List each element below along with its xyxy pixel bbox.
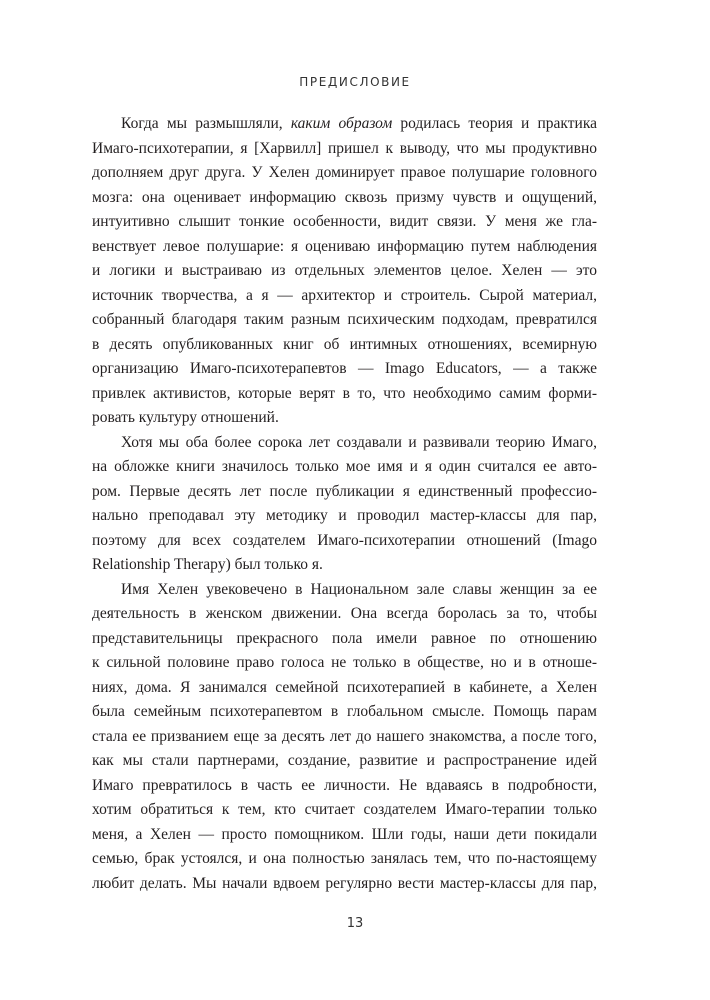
text-line: хотим обратиться к тем, кто считает создателем Имаго-терапии только [92, 801, 597, 818]
text-line: и логики и выстраиваю из отдельных элементов целое. Хелен — это [92, 262, 597, 279]
text-line: собранный благодаря таким разным психическим подходам, превратился [92, 311, 597, 328]
text-line: мозга: она оценивает информацию сквозь призму чувств и ощущений, [92, 188, 597, 206]
text-line: Имя Хелен увековечено в Национальном зале славы женщин за ее [121, 580, 597, 598]
text-line: на обложке книги значилось только мое имя и я один считался ее авто- [92, 458, 597, 475]
text-line: была семейным психотерапевтом в глобальном смысле. Помощь парам [92, 703, 597, 720]
body-text [92, 112, 597, 896]
text-line: Хотя мы оба более сорока лет создавали и развивали теорию Имаго, [121, 433, 597, 451]
text-run: Когда мы размышляли, [121, 115, 291, 132]
text-line: в десять опубликованных книг об интимных отношениях, всемирную [92, 335, 597, 353]
text-line: интуитивно слышит тонкие особенности, видит связи. У меня же гла- [92, 213, 597, 230]
text-line: ром. Первые десять лет после публикации я единственный профессио- [92, 482, 597, 500]
text-line: ровать культуру отношений. [92, 409, 279, 426]
text-line: деятельность в женском движении. Она всегда боролась за то, чтобы [92, 605, 597, 622]
text-line: семью, брак устоялся, и она полностью занялась тем, что по-настоящему [92, 850, 597, 867]
text-line: организацию Имаго-психотерапевтов — Imago Educators, — а также [92, 360, 597, 377]
text-line: поэтому для всех создателем Имаго-психотерапии отношений (Imago [92, 531, 597, 549]
text-line: как мы стали партнерами, создание, развитие и распространение идей [92, 752, 597, 769]
text-line: к сильной половине право голоса не только в обществе, но и в отноше- [92, 654, 597, 671]
paragraph-2 [92, 431, 597, 578]
text-line: стала ее призванием еще за десять лет до нашего знакомства, а после того, [92, 727, 597, 745]
text-line [92, 112, 597, 137]
text-line: дополняем друг друга. У Хелен доминирует правое полушарие головного [92, 164, 597, 181]
text-line: меня, а Хелен — просто помощником. Шли годы, наши дети покидали [92, 825, 597, 843]
paragraph-3 [92, 578, 597, 897]
text-line: любит делать. Мы начали вдвоем регулярно вести мастер-классы для пар, [92, 874, 597, 892]
text-line: представительницы прекрасного пола имели равное по отношению [92, 629, 597, 647]
running-head: ПРЕДИСЛОВИЕ [299, 75, 411, 89]
text-line: привлек активистов, которые верят в то, что необходимо самим форми- [92, 384, 597, 402]
text-run: родилась теория и практика [392, 115, 597, 132]
text-line: ниях, дома. Я занимался семейной психотерапией в кабинете, а Хелен [92, 678, 597, 696]
text-line: Имаго-психотерапии, я [Харвилл] пришел к выводу, что мы продуктивно [92, 139, 597, 157]
emphasis-text: каким образом [290, 115, 393, 132]
paragraph-1 [92, 112, 597, 431]
text-line: источник творчества, а я — архитектор и строитель. Сырой материал, [92, 286, 597, 304]
text-line: Relationship Therapy) был только я. [92, 556, 323, 573]
text-line: венствует левое полушарие: я оцениваю информацию путем наблюдения [92, 237, 597, 255]
page-number: 13 [346, 916, 364, 931]
text-line: Имаго превратилось в часть ее личности. Не вдаваясь в подробности, [92, 776, 597, 794]
text-line: нально преподавал эту методику и проводил мастер-классы для пар, [92, 507, 597, 524]
